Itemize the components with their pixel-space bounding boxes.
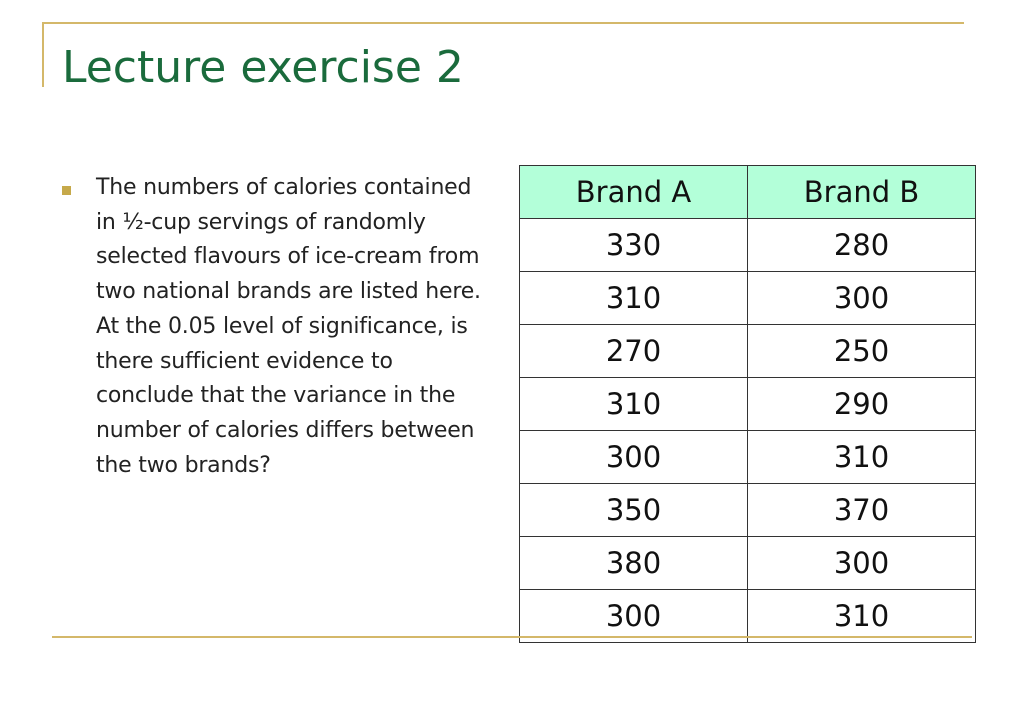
table-row	[520, 219, 976, 272]
left-rule	[42, 22, 44, 87]
cell-brand-b: 310	[748, 431, 976, 484]
table-row	[520, 272, 976, 325]
cell-brand-a: 310	[520, 272, 748, 325]
calories-table	[519, 165, 976, 643]
cell-brand-a: 300	[520, 590, 748, 643]
cell-brand-b: 310	[748, 590, 976, 643]
table-header-row	[520, 166, 976, 219]
top-rule	[42, 22, 964, 24]
cell-brand-b: 300	[748, 537, 976, 590]
cell-brand-a: 300	[520, 431, 748, 484]
table-row	[520, 378, 976, 431]
cell-brand-a: 310	[520, 378, 748, 431]
bottom-rule	[52, 636, 972, 638]
table-row	[520, 537, 976, 590]
cell-brand-a: 380	[520, 537, 748, 590]
table-row	[520, 431, 976, 484]
bullet-square-icon	[62, 186, 71, 195]
cell-brand-a: 350	[520, 484, 748, 537]
cell-brand-b: 370	[748, 484, 976, 537]
header-brand-a: Brand A	[520, 166, 748, 219]
cell-brand-b: 300	[748, 272, 976, 325]
exercise-text: The numbers of calories contained in ½-cup servings of randomly selected flavours of ice-cream from two national brands are listed here. At the 0.05 level of significance, is there sufficient evidence to conclude that the variance in the number of calories differs between the two brands?	[96, 175, 481, 478]
header-brand-b: Brand B	[748, 166, 976, 219]
cell-brand-b: 290	[748, 378, 976, 431]
cell-brand-b: 250	[748, 325, 976, 378]
cell-brand-a: 330	[520, 219, 748, 272]
table-row	[520, 325, 976, 378]
cell-brand-b: 280	[748, 219, 976, 272]
table-row	[520, 484, 976, 537]
slide-title: Lecture exercise 2	[62, 42, 464, 93]
cell-brand-a: 270	[520, 325, 748, 378]
table-row	[520, 590, 976, 643]
